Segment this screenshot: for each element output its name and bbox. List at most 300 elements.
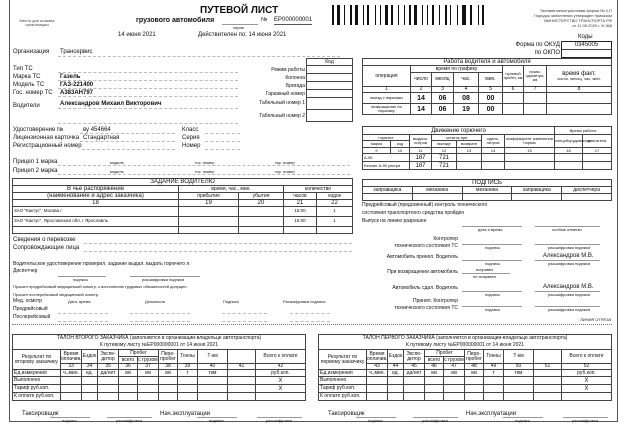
med-sign-caption: Подпись — [223, 299, 239, 304]
barcode-bar — [380, 5, 381, 25]
signature-cell[interactable] — [512, 194, 562, 201]
signature-col: механика — [412, 187, 462, 194]
col-number: 9 — [363, 148, 391, 154]
task-title: ЗАДАНИЕ ВОДИТЕЛЮ — [13, 179, 353, 186]
work-min-header: мин. — [479, 73, 503, 87]
talon-unit — [228, 370, 256, 377]
fuel-remain-header: остаток при — [432, 135, 482, 141]
valid-until: Действителен по: 14 июня 2021 — [198, 32, 287, 38]
talon-col-header: Пробег — [119, 350, 159, 357]
col-number: 49 — [484, 364, 504, 370]
col-number: 8 — [547, 87, 612, 93]
talon-total-mark: X — [562, 385, 612, 393]
work-actual-sub: число, месяц, час, мин. — [557, 76, 601, 81]
talon-col-header — [534, 350, 562, 364]
signature-table — [362, 179, 612, 201]
talon-col-header: Экспе-дитор — [98, 350, 119, 364]
talon-cell[interactable] — [198, 385, 228, 393]
signature-cell[interactable] — [412, 194, 462, 201]
task-empty[interactable] — [179, 227, 239, 234]
barcode-bar — [409, 5, 411, 25]
license-value: ву 454664 — [83, 127, 111, 133]
talon-col-header: Тонны — [484, 350, 504, 364]
talon-cell[interactable] — [178, 385, 198, 393]
task-departure[interactable] — [239, 217, 284, 227]
accepted-controller-label: Принял. Контролер — [412, 298, 458, 304]
med-label: Мед. осмотр — [13, 298, 43, 304]
col-number: 12 — [432, 148, 457, 154]
talon-first-customer — [318, 334, 612, 423]
talon-unit: ткм — [198, 370, 228, 377]
talon-title: ТАЛОН ПЕРВОГО ЗАКАЗЧИКА (заполняется в организации-владельце автотранспорта) — [319, 335, 612, 343]
work-actual-header — [547, 66, 612, 87]
state-not-ok[interactable]: не исправен — [473, 274, 496, 279]
col-number: 17 — [583, 148, 612, 154]
code-label-mode: Режим работы — [271, 67, 305, 73]
col-number: 50 — [504, 364, 534, 370]
med-date-caption: Дата, время — [68, 299, 91, 304]
fuel-out: 721 — [432, 162, 457, 170]
cut-line — [12, 324, 612, 325]
task-arrival[interactable] — [179, 217, 239, 227]
talon-unit: руб.коп. — [562, 370, 612, 377]
signature-col: заправщика — [363, 187, 413, 194]
col-number: 5 — [479, 87, 503, 93]
talon-cell[interactable] — [534, 377, 562, 385]
signature-title: ПОДПИСЬ — [363, 180, 612, 187]
task-table — [12, 178, 353, 234]
work-day: 14 — [411, 104, 432, 115]
fuel-row — [363, 162, 612, 170]
talon-cell[interactable] — [425, 393, 444, 401]
code-cell[interactable] — [307, 98, 353, 110]
talon-cell[interactable] — [404, 377, 425, 385]
precheck-line: Предрейсовый (предсменный) контроль технического — [362, 202, 488, 208]
code-label-brigade: Бригада — [285, 83, 305, 89]
work-table — [362, 58, 612, 115]
signature-cell[interactable] — [562, 194, 612, 201]
task-customer-header: В чье распоряжение — [13, 186, 179, 193]
talon-cell[interactable] — [82, 385, 98, 393]
task-trips: 1 — [317, 217, 353, 227]
tech-state-label: технического состояния ТС — [394, 305, 458, 311]
post-trip-label: Послерейсовый — [13, 314, 51, 320]
col-number: 35 — [98, 364, 119, 370]
head-decoding-caption: расшифровка — [572, 418, 598, 423]
signature-col: заправщика — [512, 187, 562, 194]
col-number: 39 — [178, 364, 198, 370]
talon-cell[interactable] — [82, 393, 98, 401]
escort-label: Сопровождающие лица — [13, 245, 80, 251]
talon-cell[interactable] — [159, 393, 178, 401]
code-cell[interactable] — [307, 66, 353, 74]
decoding-caption: расшифровка подписи — [548, 307, 591, 312]
talon-cell[interactable] — [484, 377, 504, 385]
fuel-code-header: код — [391, 141, 410, 148]
number-field-label: Номер — [182, 143, 201, 149]
number-sign: № — [261, 17, 268, 23]
fuel-issued: 187 — [410, 162, 432, 170]
task-arrival[interactable] — [179, 207, 239, 217]
taxer-signature-caption: подпись — [368, 418, 384, 423]
code-label-tab2: Табельный номер 2 — [259, 113, 305, 119]
talon-col-header: Ездок — [388, 350, 404, 364]
talon-unit: км — [138, 370, 159, 377]
work-row — [363, 93, 612, 104]
trailer2-plate: гос. номер — [195, 169, 215, 174]
transport-info-label: Сведения о перевозке — [13, 237, 76, 243]
fuel-issued: 187 — [410, 154, 432, 162]
work-actual[interactable] — [547, 93, 612, 104]
head-label: Нач.эксплуатации — [466, 411, 517, 417]
talon-mileage-loaded: с грузом — [444, 356, 464, 363]
signature-caption: подпись — [485, 261, 501, 266]
talon-unit: ч.,мин. — [367, 370, 388, 377]
document-date: 14 июня 2021 — [118, 32, 156, 38]
fuel-brand-header: марка — [363, 141, 391, 148]
head-signature-caption: подпись — [515, 418, 531, 423]
talon-units-label: Ед.измерения — [13, 370, 61, 377]
pre-med-note: Прошел предрейсовый медицинский осмотр, к исполнению трудовых обязанностей допущен. — [13, 284, 188, 289]
fuel-back-header: возврате — [457, 141, 482, 148]
okpo-label: по ОКПО — [534, 50, 560, 56]
work-actual[interactable] — [547, 104, 612, 115]
talon-unit: руб.коп. — [256, 370, 306, 377]
talon-cell[interactable] — [444, 377, 465, 385]
col-number: 10 — [391, 148, 410, 154]
work-hour-header: час. — [454, 73, 479, 87]
barcode-bar — [478, 5, 479, 25]
talon-cell[interactable] — [465, 385, 484, 393]
talon-unit: км — [465, 370, 484, 377]
series-field-label: Серия — [182, 135, 200, 141]
talon-cell[interactable] — [159, 377, 178, 385]
talon-mileage-total: всего — [119, 357, 138, 364]
talon-cell[interactable] — [138, 377, 159, 385]
trailer2-garage: гар. номер — [275, 169, 295, 174]
barcode-bar — [391, 5, 393, 25]
work-hour: 08 — [454, 93, 479, 104]
talon-cell[interactable] — [388, 385, 404, 393]
task-row — [13, 207, 353, 217]
talon-cell[interactable] — [404, 385, 425, 393]
talon-cell[interactable] — [98, 385, 119, 393]
code-label-garage: Гаражный номер — [265, 91, 305, 97]
work-month-header: месяц — [432, 73, 454, 87]
talon-row — [13, 393, 306, 401]
talon-cell[interactable] — [425, 377, 444, 385]
talon-cell[interactable] — [198, 393, 228, 401]
talon-row — [319, 377, 612, 385]
talon-cell[interactable] — [484, 393, 504, 401]
barcode-bar — [445, 5, 447, 25]
org-label: Организация — [13, 49, 50, 55]
talon-col-header: Пере-пробег — [466, 350, 482, 362]
dispatcher-decoding-caption: расшифровка подписи — [142, 277, 185, 282]
fuel-cell[interactable] — [555, 154, 583, 162]
work-zero-run[interactable] — [503, 93, 524, 104]
barcode — [332, 5, 494, 25]
col-number: 34 — [82, 364, 98, 370]
work-odometer[interactable] — [524, 93, 547, 104]
barcode-bar — [350, 5, 352, 25]
release-date-caption: дата и время — [478, 227, 503, 232]
signature-caption: подпись — [485, 292, 501, 297]
code-cell[interactable] — [307, 110, 353, 122]
work-min: 00 — [479, 104, 503, 115]
work-day: 14 — [411, 93, 432, 104]
talon-result-header: Результат по второму заказчику — [13, 350, 61, 370]
col-number: 37 — [138, 364, 159, 370]
talon-cell[interactable] — [367, 377, 388, 385]
trailer1-model: модель — [110, 160, 124, 165]
fuel-cell[interactable] — [457, 162, 482, 170]
fuel-cell[interactable] — [482, 154, 505, 162]
col-number: 18 — [13, 200, 179, 207]
model-label: Модель ТС — [13, 82, 45, 88]
talon-col-header: Пере-пробег — [160, 350, 176, 362]
taxer-label: Таксировщик — [328, 411, 365, 417]
talon-col-header — [228, 350, 256, 364]
dispatcher-signature-caption: подпись — [73, 277, 89, 282]
talon-cell[interactable] — [119, 385, 138, 393]
talon-row — [13, 377, 306, 385]
task-departure[interactable] — [239, 207, 284, 217]
signature-col: диспетчера — [562, 187, 612, 194]
trailer2-label: Прицеп 2 марка — [13, 168, 58, 174]
talon-second-customer — [12, 334, 306, 423]
code-header: Код — [307, 59, 353, 66]
task-hours-header: часов — [284, 193, 317, 200]
fuel-coef-header: коэффициент изменения нормы — [505, 135, 555, 148]
fuel-cell[interactable] — [555, 162, 583, 170]
talon-row-label: Тариф руб.коп. — [13, 385, 61, 393]
on-return-label: При возвращении автомобиль — [387, 269, 458, 275]
page-title: ПУТЕВОЙ ЛИСТ — [200, 5, 279, 16]
brand-label: Марка ТС — [13, 74, 41, 80]
talon-cell[interactable] — [138, 393, 159, 401]
document-number: ЕР000000001 — [274, 17, 313, 23]
talon-cell[interactable] — [465, 377, 484, 385]
col-number: 11 — [410, 148, 432, 154]
talon-cell[interactable] — [178, 393, 198, 401]
col-number: 44 — [388, 364, 404, 370]
talon-cell[interactable] — [534, 393, 562, 401]
talon-unit: ед. — [82, 370, 98, 377]
card-value: Стандартная — [83, 135, 120, 141]
col-number: 47 — [444, 364, 465, 370]
col-number: 45 — [404, 364, 425, 370]
talon-col-header: Время оплачив. — [61, 350, 82, 362]
med-position-caption: Должность — [145, 299, 166, 304]
talon-cell[interactable] — [119, 377, 138, 385]
talon-cell[interactable] — [178, 377, 198, 385]
col-number: 52 — [562, 364, 612, 370]
talon-cell[interactable] — [444, 385, 465, 393]
work-odometer[interactable] — [524, 104, 547, 115]
talon-cell[interactable] — [119, 393, 138, 401]
col-number: 13 — [457, 148, 482, 154]
talon-cell[interactable] — [388, 393, 404, 401]
barcode-bar — [355, 5, 358, 25]
talon-unit: да/нет — [98, 370, 119, 377]
talon-cell[interactable] — [484, 385, 504, 393]
fuel-title: Движение горючего — [363, 127, 555, 135]
head-signature-caption: подпись — [209, 418, 225, 423]
fuel-worktime: Время работы — [555, 127, 612, 135]
head-decoding-caption: расшифровка — [266, 418, 292, 423]
talon-cell[interactable] — [98, 393, 119, 401]
talon-cell[interactable] — [82, 377, 98, 385]
signature-cell[interactable] — [363, 194, 413, 201]
talon-cell[interactable] — [61, 385, 82, 393]
talon-cell[interactable] — [534, 385, 562, 393]
talon-unit: км — [444, 370, 465, 377]
fuel-cell[interactable] — [583, 154, 612, 162]
code-cell[interactable] — [307, 90, 353, 98]
fuel-cell[interactable] — [482, 162, 505, 170]
barcode-bar — [482, 5, 484, 25]
trailer1-plate: гос. номер — [195, 160, 215, 165]
talon-mileage-loaded: с грузом — [138, 356, 158, 363]
talon-cell[interactable] — [465, 393, 484, 401]
talon-unit: т — [178, 370, 198, 377]
task-hours: 15:00 — [284, 217, 317, 227]
talon-cell[interactable] — [228, 385, 256, 393]
talon-cell[interactable] — [159, 385, 178, 393]
talon-col-header: Пробег — [425, 350, 465, 357]
barcode-bar — [344, 5, 345, 25]
talon-cell[interactable] — [504, 393, 534, 401]
fuel-row — [363, 154, 612, 162]
talon-mileage-total: всего — [425, 357, 444, 364]
controller-label: Контролер — [433, 236, 458, 242]
task-empty[interactable] — [13, 227, 179, 234]
talon-cell[interactable] — [504, 385, 534, 393]
decoding-caption: расшифровка подписи — [548, 292, 591, 297]
fuel-cell[interactable] — [583, 162, 612, 170]
accepted-driver: Александров М.В. — [543, 253, 594, 259]
col-number: 22 — [317, 200, 353, 207]
talon-unit — [534, 370, 562, 377]
talon-cell[interactable] — [98, 377, 119, 385]
task-hours: 15:00 — [284, 207, 317, 217]
barcode-bar — [332, 5, 334, 25]
col-number: 16 — [555, 148, 583, 154]
release-label: Выпуск на линию разрешен — [362, 218, 427, 224]
talon-subtitle: К путевому листу №ЕР000000001 от 14 июня 2021 — [13, 343, 306, 350]
work-row — [363, 104, 612, 115]
model-value: ГАЗ-221400 — [60, 82, 94, 88]
okud-label: Форма по ОКУД — [515, 42, 560, 48]
plate-value: А383АН797 — [60, 90, 94, 96]
precheck-line: состояния транспортного средства пройден — [362, 210, 465, 216]
col-number: 15 — [505, 148, 555, 154]
talon-cell[interactable] — [367, 385, 388, 393]
col-number: 36 — [119, 364, 138, 370]
state-ok[interactable]: исправен — [476, 267, 494, 272]
fuel-fuel-header: горючее — [363, 135, 410, 141]
talon-row-label: Выполнено — [13, 377, 61, 385]
barcode-bar — [439, 5, 440, 25]
fuel-cell[interactable] — [505, 162, 555, 170]
talon-col-header: Тонны — [178, 350, 198, 364]
task-empty[interactable] — [284, 227, 317, 234]
barcode-bar — [404, 5, 405, 25]
work-month: 06 — [432, 93, 454, 104]
col-number: 14 — [482, 148, 505, 154]
code-cell[interactable] — [307, 74, 353, 82]
special-notes-caption: особые отметки — [552, 227, 582, 232]
taxer-signature-caption: подпись — [62, 418, 78, 423]
col-number: 46 — [425, 364, 444, 370]
fuel-out-header: выезде — [432, 141, 457, 148]
barcode-bar — [462, 5, 466, 25]
talon-cell[interactable] — [228, 377, 256, 385]
fuel-cell[interactable] — [505, 154, 555, 162]
col-number: 43 — [367, 364, 388, 370]
talon-col-header: Всего к оплате — [256, 350, 306, 364]
talon-total-mark: X — [562, 377, 612, 385]
signature-caption: подпись — [485, 307, 501, 312]
talon-cell[interactable] — [138, 385, 159, 393]
talon-col-header: Время оплачив. — [367, 350, 388, 362]
task-row — [13, 217, 353, 227]
fuel-cell[interactable] — [457, 154, 482, 162]
okud-box — [561, 41, 612, 58]
talon-row — [319, 385, 612, 393]
talon-total-mark — [562, 393, 612, 401]
work-zero-run[interactable] — [503, 104, 524, 115]
col-number: 42 — [256, 364, 306, 370]
trailer2-model: модель — [110, 169, 124, 174]
post-med-note: Прошел послерейсовый медицинский осмотр. — [13, 292, 100, 297]
talon-cell[interactable] — [504, 377, 534, 385]
task-customer: ЗАО "Кактус", Ярославская обл, г Ярославль — [13, 217, 179, 227]
talon-cell[interactable] — [198, 377, 228, 385]
talon-cell[interactable] — [425, 385, 444, 393]
work-title: Работа водителя и автомобиля — [363, 59, 612, 66]
barcode-bar — [422, 5, 423, 25]
talon-col-header: Т-км — [198, 350, 228, 364]
col-number: 21 — [284, 200, 317, 207]
task-empty[interactable] — [239, 227, 284, 234]
signature-cell[interactable] — [462, 194, 512, 201]
talon-cell[interactable] — [388, 377, 404, 385]
talon-cell[interactable] — [61, 393, 82, 401]
med-decoding-caption: Расшифровка подписи — [283, 299, 326, 304]
talon-cell[interactable] — [61, 377, 82, 385]
decoding-caption: расшифровка подписи — [548, 245, 591, 250]
col-number: 33 — [61, 364, 82, 370]
task-empty[interactable] — [317, 227, 353, 234]
taxer-decoding-caption: расшифровка — [116, 418, 142, 423]
class-label: Класс — [182, 127, 199, 133]
work-op: выезд с парковки — [363, 93, 411, 104]
code-cell[interactable] — [307, 82, 353, 90]
talon-units-label: Ед.измерения — [319, 370, 367, 377]
talon-unit: ч.,мин. — [61, 370, 82, 377]
dispatcher-label: Диспетчер — [13, 268, 38, 274]
talon-cell[interactable] — [367, 393, 388, 401]
talon-cell[interactable] — [228, 393, 256, 401]
stamp-place: Место для штампа организации — [19, 18, 55, 27]
talon-cell[interactable] — [404, 393, 425, 401]
talon-cell[interactable] — [444, 393, 465, 401]
work-operation-header: операция — [363, 66, 411, 87]
barcode-bar — [432, 5, 434, 25]
task-trips-header: ездок — [317, 193, 353, 200]
